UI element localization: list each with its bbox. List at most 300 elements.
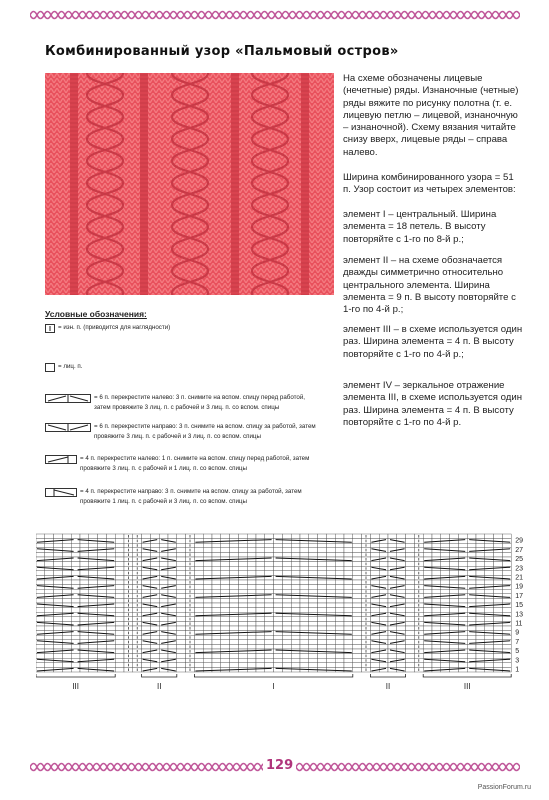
chart-cell — [80, 534, 89, 539]
chart-cell — [45, 635, 54, 640]
chart-cell — [379, 663, 388, 668]
chart-cell — [441, 654, 450, 659]
chart-cell — [502, 589, 511, 594]
chart-cell — [423, 654, 432, 659]
chart-cell — [309, 608, 318, 613]
chart-cell — [98, 608, 107, 613]
chart-cell — [458, 635, 467, 640]
chart-cell — [300, 552, 309, 557]
chart-cell — [45, 552, 54, 557]
chart-cell — [142, 552, 151, 557]
chart-cell — [335, 621, 344, 626]
chart-cell — [247, 635, 256, 640]
chart-cell — [450, 552, 459, 557]
chart-cell — [150, 626, 159, 631]
chart-cell — [344, 617, 353, 622]
chart-cell — [71, 552, 80, 557]
chart-cell — [502, 580, 511, 585]
chart-cell — [115, 534, 124, 539]
chart-cell — [265, 580, 274, 585]
chart-cell — [353, 612, 362, 617]
chart-cell — [318, 566, 327, 571]
chart-cell — [467, 589, 476, 594]
chart-cell — [353, 598, 362, 603]
chart-cell — [265, 585, 274, 590]
element-label: II — [156, 682, 162, 691]
chart-cell — [406, 562, 415, 567]
chart-cell — [54, 644, 63, 649]
chart-cell — [467, 654, 476, 659]
chart-cell — [335, 631, 344, 636]
chart-cell — [282, 663, 291, 668]
chart-cell — [335, 543, 344, 548]
chart-cell — [274, 640, 283, 645]
chart-cell — [142, 617, 151, 622]
chart-cell — [168, 580, 177, 585]
watermark-text: PassionForum.ru — [477, 784, 531, 791]
chart-cell — [45, 663, 54, 668]
chart-cell — [274, 635, 283, 640]
chart-cell — [62, 562, 71, 567]
chart-cell — [265, 589, 274, 594]
chart-cell — [353, 658, 362, 663]
chart-cell — [256, 543, 265, 548]
chart-cell — [256, 548, 265, 553]
chart-cell — [256, 621, 265, 626]
chart-cell — [406, 663, 415, 668]
chart-cell — [326, 552, 335, 557]
chart-cell — [344, 635, 353, 640]
chart-cell — [441, 608, 450, 613]
chart-cell — [379, 598, 388, 603]
chart-cell — [388, 571, 397, 576]
chart-cell — [89, 626, 98, 631]
chart-cell — [212, 566, 221, 571]
chart-cell — [344, 543, 353, 548]
row-number: 7 — [515, 638, 520, 646]
chart-cell — [335, 571, 344, 576]
chart-cell — [238, 608, 247, 613]
chart-cell — [177, 552, 186, 557]
chart-cell — [423, 589, 432, 594]
chart-cell — [230, 658, 239, 663]
chart-cell — [494, 580, 503, 585]
chart-cell — [476, 534, 485, 539]
chart-cell — [450, 598, 459, 603]
chart-cell — [150, 598, 159, 603]
chart-cell — [62, 539, 71, 544]
chart-cell — [326, 617, 335, 622]
chart-cell — [309, 635, 318, 640]
chart-cell — [54, 571, 63, 576]
chart-cell — [353, 589, 362, 594]
chart-cell — [98, 534, 107, 539]
chart-cell — [80, 626, 89, 631]
chart-cell — [450, 589, 459, 594]
row-number: 15 — [515, 602, 523, 610]
chart-cell — [203, 612, 212, 617]
chart-cell — [54, 562, 63, 567]
chart-cell — [494, 543, 503, 548]
chart-cell — [318, 585, 327, 590]
chart-cell — [318, 548, 327, 553]
chart-cell — [45, 617, 54, 622]
chart-cell — [353, 621, 362, 626]
chart-cell — [353, 626, 362, 631]
chart-cell — [274, 562, 283, 567]
chart-cell — [370, 644, 379, 649]
chart-cell — [326, 663, 335, 668]
chart-cell — [89, 654, 98, 659]
chart-cell — [177, 608, 186, 613]
chart-cell — [115, 640, 124, 645]
chart-cell — [203, 626, 212, 631]
chart-cell — [230, 635, 239, 640]
chart-cell — [274, 617, 283, 622]
knit-stitch-icon — [45, 363, 55, 372]
chart-cell — [247, 571, 256, 576]
chart-cell — [256, 566, 265, 571]
chart-cell — [344, 552, 353, 557]
chart-cell — [230, 617, 239, 622]
chart-cell — [177, 566, 186, 571]
chart-cell — [502, 552, 511, 557]
chart-cell — [115, 562, 124, 567]
chart-cell — [494, 534, 503, 539]
chart-cell — [221, 654, 230, 659]
chart-cell — [353, 571, 362, 576]
chart-cell — [335, 612, 344, 617]
chart-cell — [54, 626, 63, 631]
chart-cell — [300, 534, 309, 539]
element-label: I — [272, 682, 275, 691]
purl-stitch-icon — [45, 324, 55, 333]
chart-cell — [80, 621, 89, 626]
chart-cell — [62, 571, 71, 576]
chart-cell — [344, 566, 353, 571]
chart-cell — [309, 617, 318, 622]
chart-cell — [80, 631, 89, 636]
chart-cell — [62, 603, 71, 608]
chart-cell — [406, 552, 415, 557]
chart-cell — [353, 640, 362, 645]
chart-cell — [150, 534, 159, 539]
chart-cell — [36, 654, 45, 659]
chart-cell — [335, 575, 344, 580]
chart-cell — [502, 534, 511, 539]
chart-cell — [159, 580, 168, 585]
chart-cell — [80, 649, 89, 654]
chart-cell — [221, 598, 230, 603]
chart-cell — [406, 571, 415, 576]
chart-cell — [300, 663, 309, 668]
chart-cell — [467, 562, 476, 567]
chart-cell — [291, 580, 300, 585]
chart-cell — [335, 654, 344, 659]
chart-cell — [115, 603, 124, 608]
chart-cell — [344, 608, 353, 613]
chart-cell — [450, 534, 459, 539]
chart-cell — [406, 635, 415, 640]
chart-cell — [467, 571, 476, 576]
chart-cell — [379, 543, 388, 548]
chart-cell — [370, 580, 379, 585]
chart-cell — [62, 598, 71, 603]
chart-cell — [274, 543, 283, 548]
chart-cell — [406, 626, 415, 631]
chart-cell — [458, 552, 467, 557]
chart-cell — [423, 626, 432, 631]
chart-cell — [203, 534, 212, 539]
chart-cell — [256, 640, 265, 645]
chart-cell — [344, 654, 353, 659]
chart-cell — [247, 580, 256, 585]
chart-cell — [318, 571, 327, 576]
row-number: 25 — [515, 556, 523, 564]
row-number: 23 — [515, 565, 523, 573]
chart-cell — [238, 548, 247, 553]
chart-cell — [291, 667, 300, 672]
chart-cell — [62, 608, 71, 613]
chart-cell — [467, 608, 476, 613]
chart-cell — [247, 585, 256, 590]
chart-cell — [309, 566, 318, 571]
chart-cell — [212, 548, 221, 553]
chart-cell — [274, 598, 283, 603]
chart-cell — [423, 580, 432, 585]
chart-cell — [62, 575, 71, 580]
chart-cell — [177, 598, 186, 603]
chart-cell — [194, 658, 203, 663]
chart-cell — [212, 635, 221, 640]
chart-cell — [212, 543, 221, 548]
chart-cell — [406, 598, 415, 603]
chart-cell — [309, 598, 318, 603]
chart-cell — [300, 608, 309, 613]
chart-cell — [71, 598, 80, 603]
chart-cell — [282, 548, 291, 553]
chart-cell — [159, 654, 168, 659]
chart-cell — [282, 617, 291, 622]
chart-cell — [115, 644, 124, 649]
chart-cell — [150, 562, 159, 567]
chart-cell — [467, 552, 476, 557]
chart-cell — [282, 594, 291, 599]
chart-cell — [150, 571, 159, 576]
chart-cell — [256, 635, 265, 640]
chart-cell — [353, 534, 362, 539]
chart-cell — [326, 621, 335, 626]
chart-cell — [282, 621, 291, 626]
chart-cell — [282, 566, 291, 571]
element-label: III — [72, 682, 79, 691]
chart-cell — [98, 635, 107, 640]
chart-cell — [318, 626, 327, 631]
chart-cell — [291, 594, 300, 599]
chart-cell — [115, 621, 124, 626]
chart-cell — [80, 585, 89, 590]
chart-cell — [45, 543, 54, 548]
chart-cell — [423, 635, 432, 640]
chart-cell — [388, 608, 397, 613]
chart-cell — [45, 608, 54, 613]
knitting-sample-photo — [45, 73, 334, 295]
chart-cell — [159, 562, 168, 567]
chart-cell — [476, 589, 485, 594]
chart-cell — [247, 543, 256, 548]
chart-cell — [62, 580, 71, 585]
chart-cell — [142, 663, 151, 668]
chart-cell — [300, 562, 309, 567]
chart-cell — [98, 562, 107, 567]
chart-cell — [388, 534, 397, 539]
chart-cell — [230, 580, 239, 585]
chart-cell — [388, 644, 397, 649]
chart-cell — [177, 562, 186, 567]
element-label: II — [385, 682, 391, 691]
chart-cell — [221, 571, 230, 576]
chart-cell — [335, 552, 344, 557]
chart-cell — [54, 654, 63, 659]
chart-cell — [168, 654, 177, 659]
chart-cell — [353, 644, 362, 649]
chart-cell — [247, 608, 256, 613]
element-bracket — [194, 674, 352, 677]
page-title: Комбинированный узор «Пальмовый остров» — [45, 44, 399, 59]
chart-cell — [80, 575, 89, 580]
chart-cell — [291, 585, 300, 590]
chart-cell — [194, 562, 203, 567]
chart-cell — [335, 594, 344, 599]
chart-cell — [432, 543, 441, 548]
chart-cell — [89, 580, 98, 585]
chart-cell — [168, 598, 177, 603]
chart-cell — [194, 640, 203, 645]
chart-cell — [115, 663, 124, 668]
chart-cell — [274, 566, 283, 571]
chart-cell — [89, 589, 98, 594]
chart-cell — [62, 612, 71, 617]
chart-cell — [221, 635, 230, 640]
chart-cell — [318, 654, 327, 659]
chart-cell — [326, 543, 335, 548]
chart-cell — [80, 566, 89, 571]
chart-cell — [80, 589, 89, 594]
chart-cell — [335, 640, 344, 645]
chart-cell — [326, 566, 335, 571]
row-number: 29 — [515, 537, 523, 545]
chart-cell — [256, 571, 265, 576]
chart-cell — [274, 644, 283, 649]
chart-cell — [45, 644, 54, 649]
chart-cell — [194, 548, 203, 553]
chart-cell — [458, 644, 467, 649]
chart-cell — [326, 608, 335, 613]
chart-cell — [502, 608, 511, 613]
chart-cell — [467, 644, 476, 649]
element-3-paragraph: элемент III – в схеме используется один раз. Ширина элемента = 4 п. В высоту повторяйте с 1-го по 4-й р.; — [343, 324, 523, 360]
chart-cell — [212, 654, 221, 659]
chart-cell — [142, 580, 151, 585]
chart-cell — [168, 543, 177, 548]
chart-cell — [291, 631, 300, 636]
chart-cell — [388, 562, 397, 567]
chart-cell — [62, 617, 71, 622]
chart-cell — [238, 626, 247, 631]
chart-cell — [282, 640, 291, 645]
chart-cell — [432, 617, 441, 622]
chart-cell — [159, 608, 168, 613]
chart-cell — [335, 589, 344, 594]
chart-cell — [353, 631, 362, 636]
chart-cell — [485, 654, 494, 659]
chart-cell — [397, 562, 406, 567]
chart-cell — [247, 548, 256, 553]
chart-cell — [256, 617, 265, 622]
chart-cell — [221, 621, 230, 626]
legend-cable6-left: = 6 п. перекрестите налево: 3 п. снимите на вспом. спицу перед работой, затем провяжите 3 лиц. п. с рабочей и 3 лиц. п. со вспом. спицы — [45, 393, 305, 413]
chart-cell — [353, 594, 362, 599]
chart-cell — [212, 585, 221, 590]
chart-cell — [282, 644, 291, 649]
chart-cell — [318, 589, 327, 594]
chart-cell — [309, 603, 318, 608]
chart-cell — [168, 626, 177, 631]
chart-cell — [370, 571, 379, 576]
chart-cell — [423, 534, 432, 539]
chart-cell — [282, 580, 291, 585]
chart-cell — [247, 626, 256, 631]
chart-cell — [62, 543, 71, 548]
chart-cell — [326, 635, 335, 640]
chart-cell — [54, 543, 63, 548]
chart-cell — [485, 552, 494, 557]
chart-cell — [432, 635, 441, 640]
chart-cell — [54, 635, 63, 640]
chart-cell — [150, 608, 159, 613]
chart-cell — [80, 667, 89, 672]
chart-cell — [274, 580, 283, 585]
chart-cell — [256, 649, 265, 654]
chart-cell — [62, 663, 71, 668]
chart-cell — [247, 612, 256, 617]
chart-cell — [221, 589, 230, 594]
chart-cell — [450, 663, 459, 668]
chart-cell — [335, 663, 344, 668]
chart-cell — [221, 603, 230, 608]
chart-cell — [300, 640, 309, 645]
chart-cell — [344, 589, 353, 594]
chart-cell — [476, 663, 485, 668]
chart-cell — [309, 626, 318, 631]
chart-cell — [494, 626, 503, 631]
chart-cell — [318, 617, 327, 622]
chart-cell — [291, 539, 300, 544]
chart-cell — [388, 543, 397, 548]
chart-cell — [406, 649, 415, 654]
chart-cell — [247, 649, 256, 654]
chart-cell — [502, 654, 511, 659]
chart-cell — [388, 589, 397, 594]
chart-cell — [282, 557, 291, 562]
row-number: 19 — [515, 583, 523, 591]
chart-cell — [54, 580, 63, 585]
chart-cell — [256, 598, 265, 603]
chart-cell — [115, 589, 124, 594]
chart-cell — [106, 552, 115, 557]
chart-cell — [458, 534, 467, 539]
chart-cell — [485, 589, 494, 594]
